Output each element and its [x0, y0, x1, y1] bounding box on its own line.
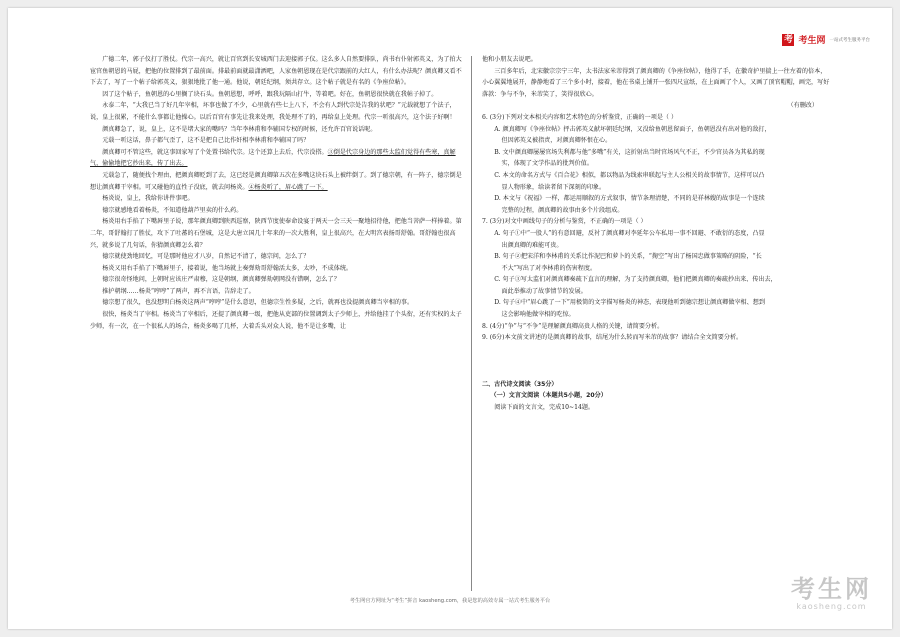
question-7-option-a[interactable]: A. 句子①中“一股人”的有意回避，反衬了颜真卿对李延年公车私用一事不回避、不敢衍的态度，凸显	[494, 229, 765, 237]
question-9: 9. (6分)本文前文讲述的是颜真卿的故事，结尾为什么转而写米芾的故事？请结合全文简要分析。	[482, 334, 743, 342]
brand-header	[782, 33, 870, 46]
passage-paragraph	[90, 170, 462, 193]
question-7-option-c-cont: 面此举推动了故事情节的发展。	[501, 287, 587, 295]
passage-paragraph: 杨炎又用右手掐了下嘴唇里子，接着说，他当场就上奏弹劾哥舒翰活太多，太吵，不成体统。	[102, 264, 353, 272]
question-6-stem: 6. (3分)下列对文本相关内容和艺术特色的分析鉴赏，正确的一项是（ ）	[482, 113, 678, 121]
passage-paragraph: 三百多年后，北宋徽宗宗宁三年，太书法家米芾得到了颜真卿的《争座位帖》，他得了手，在徽奇护里揣上一往左着的倍本，小心翼翼地展开，静静地看了三个多小时，接着，他在书桌上铺开一张四尺宣纸，在上面画了个人，又画了顶官帽帽，画完，写好落款：争与不争，米芾笑了，笑得很欣心。	[482, 67, 830, 98]
watermark-url: kaosheng.com	[796, 602, 867, 611]
spacer	[482, 355, 832, 367]
source-note: （有删改）	[787, 102, 818, 110]
passage-paragraph: 杨炎用右手掐了下嘴唇里子说，那年颜真卿到陕西巡察，陕西节度使奉命设宴于两天一会三天一聚地招待他，把他当菩萨一样捧着。第二年，哥舒翰打了胜仗，攻下了吐蕃的石堡城，这是大唐立国几十年来的一次大胜利，皇上很高兴，在大明宫表扬哥舒翰。哥舒翰也很高兴，就多说了几句话，你猜颜真卿怎么着？	[90, 218, 462, 249]
question-6-option-d-cont: 完整的过程，颜真卿的故事由多个片段组成。	[501, 206, 624, 214]
spacer	[482, 367, 832, 379]
passage-paragraph: 德宗很奇怪地问，上朝时应该庄严肃穆，这是朝纲，颜真卿弹劾朝网没有错啊，怎么了？	[102, 276, 340, 284]
passage-paragraph: 颜真卿急了，说，皇上，这不是堵大家的嘴吗？当年李林甫和李辅国专权的时候，还允许百官说话呢。	[102, 125, 377, 133]
watermark-text: 考生网	[791, 575, 872, 603]
question-7-stem: 7. (3分)对文中画线句子的分析与鉴赏，不正确的一项是（ ）	[482, 218, 647, 226]
question-7-option-d-cont: 这会影响他做宰相的吃惊。	[501, 311, 575, 319]
question-7-option-b[interactable]: B. 句子②把宋洋和李林甫的关系比作泥巴和萝卜的关系，“掬空”写出了杨国忠做事策略的阴险，“长	[494, 253, 762, 261]
underlined-sentence-4: ④杨炎听了，眉心跳了一下。	[248, 183, 328, 191]
brand-slogan: 一站式考生服务平台	[829, 37, 870, 43]
question-8: 8. (4分)“争”与“不争”是理解颜真卿高贵人格的关键，请简要分析。	[482, 322, 664, 330]
passage-paragraph: 德宗就使劲地回忆，可是那时他应才八岁，自然记不清了，德宗问，怎么了？	[102, 253, 310, 261]
section-2-title: 二、古代诗文阅读（35分）	[482, 380, 558, 388]
underlined-sentence-3: ③倒是代宗身边的那些太监们觉得有些寒，真解气，偷偷地把它抄出来，传了出去。	[90, 148, 456, 168]
passage-paragraph: 永泰二年，“大我已当了好几年宰相，坏事也做了不少，心里就有些七上八下，不会有人到代宗处告我的状吧？”元载就想了个法子，说，皇上很累，不能什么事都让他操心。以后百官有事先让我来处理，我处理不了的，再给皇上处理。代宗一听很高兴，这个法子好啊！	[90, 102, 456, 121]
section-2-instruction: 阅读下面的文言文，完成10~14题。	[494, 403, 595, 411]
spacer	[482, 344, 832, 356]
exam-page	[8, 8, 892, 629]
page-footer: 考生网官方网址为“考生”拼音 kaosheng.com，我是您的高效专属一站式考生服务平台	[349, 598, 551, 604]
left-column	[90, 54, 462, 332]
question-7-option-b-cont: 不大”写出了对李林甫的伤害程度。	[501, 264, 597, 272]
column-divider	[471, 56, 472, 591]
brand-name: 考生网	[798, 36, 826, 46]
brand-logo-icon: 考	[783, 34, 793, 45]
passage-paragraph: 德宗就感地看着杨炎，不知道他葫芦里卖的什么药。	[102, 206, 243, 214]
passage-text: 元载急了，随便找个理由，把颜真卿贬到了去，这已经是颜真卿第五次在多嘴这块石头上被绊倒了。到了德宗朝，有一阵子，德宗倒是想让颜真卿干宰相。可又碰他的直性子没底，就去问杨炎。	[90, 171, 462, 191]
question-7-option-c[interactable]: C. 句子③写太监们对颜真卿奏疏下直言的理解，为了支持颜真卿，他们把颜真卿的奏疏抄出来、传出去，	[494, 276, 777, 284]
passage-paragraph: 德宗想了很久，也没想明白杨炎这两声“哼哼”是什么意思，但德宗生性多疑，之后，就再也没提颜真卿当宰相的事。	[102, 299, 414, 307]
question-7-option-d[interactable]: D. 句子④中“眉心跳了一下”用极简的文字描写杨炎的神态，表现他听到德宗想让颜真卿做宰相、想到	[494, 299, 765, 307]
passage-text: 颜真卿可不管这些，就这事回家写了个处置书给代宗。这个还算上去后，代宗没搭。	[102, 148, 328, 156]
question-6-option-c-cont: 显人物形象，给读者留下深刻的印象。	[501, 183, 606, 191]
passage-paragraph: 因了这个帖子，鱼朝恩的心里搁了块石头。鱼朝恩想，呼呼，跟我玩隔山打牛，等着吧。好在，鱼朝恩很快就在我帖子掉了。	[102, 90, 438, 98]
question-6-option-d[interactable]: D. 本文与《祝福》一样，都运用顺叙的方式叙事，情节条理清楚，不同的是祥林嫂的故事是一个连续	[494, 195, 765, 203]
passage-paragraph: 很快，杨炎当了宰相。杨炎当了宰相后，还提了颜真卿一级，把他从吏部的位置调到太子少师上，并给他挂了个头衔，还有实权的太子少师，有一次，在一个很私人的场合，杨炎多喝了几杯，大着舌头对众人说，他不是让多嘴，让	[90, 311, 462, 330]
passage-paragraph: 杨炎说，皇上，我给你讲件事吧。	[102, 195, 194, 203]
question-6-option-b[interactable]: B. 文中颜真卿屡屡官场失利都与他“多嘴”有关，这折射出当时官场风气不正，不少官员各为其私的现	[494, 148, 765, 156]
right-column	[482, 54, 832, 413]
passage-paragraph: 元载一听这话，鼻子都气歪了，这不是把自己比作奸相李林甫和李辅国了吗？	[102, 137, 310, 145]
question-6-option-b-cont: 实，体现了文学作品的批判价值。	[501, 160, 593, 168]
question-6-option-a[interactable]: A. 颜真卿写《争座位帖》抨击郭英义献坏朝廷纪纲，又没给鱼朝恩留面子，鱼朝恩没有出对他的敌打，	[494, 125, 771, 133]
watermark-logo	[791, 576, 872, 611]
question-6-option-c[interactable]: C. 本文的命名方式与《百合花》相似，都以物品为线索串联起与主人公相关的故事情节，这样可以凸	[494, 171, 765, 179]
question-6-option-a-cont: 但因郭英义被指责，对颜真卿怀恨在心。	[501, 137, 612, 145]
question-7-option-a-cont: 出颜真卿的难能可贵。	[501, 241, 563, 249]
passage-paragraph	[90, 147, 462, 170]
section-2-subtitle: （一）文言文阅读（本题共5小题，20分）	[490, 392, 607, 400]
passage-paragraph: 推护朝纲……杨炎“哼哼”了两声，再不言语，告辞走了。	[102, 287, 255, 295]
passage-paragraph: 广德二年，郭子仪打了胜仗。代宗一高兴，就让百官到长安城西门去迎接郭子仪。这么多人自然要排队，尚书右仆射郭英义，为了拍大宦官鱼朝恩的马屁，把他的位置排到了最前面。排最前面就最潇洒吧，人家鱼朝恩现在是代宗跟前的大红人，有什么办法呢？颜真卿又看不下去了，写了一个帖子给郭英义，狠狠地批了他一通。他说，朝廷纪纲，须共存立。这个帖子就是有名的《争座位帖》。	[90, 56, 462, 87]
passage-paragraph: 他和小朋友去说吧。	[482, 56, 537, 63]
